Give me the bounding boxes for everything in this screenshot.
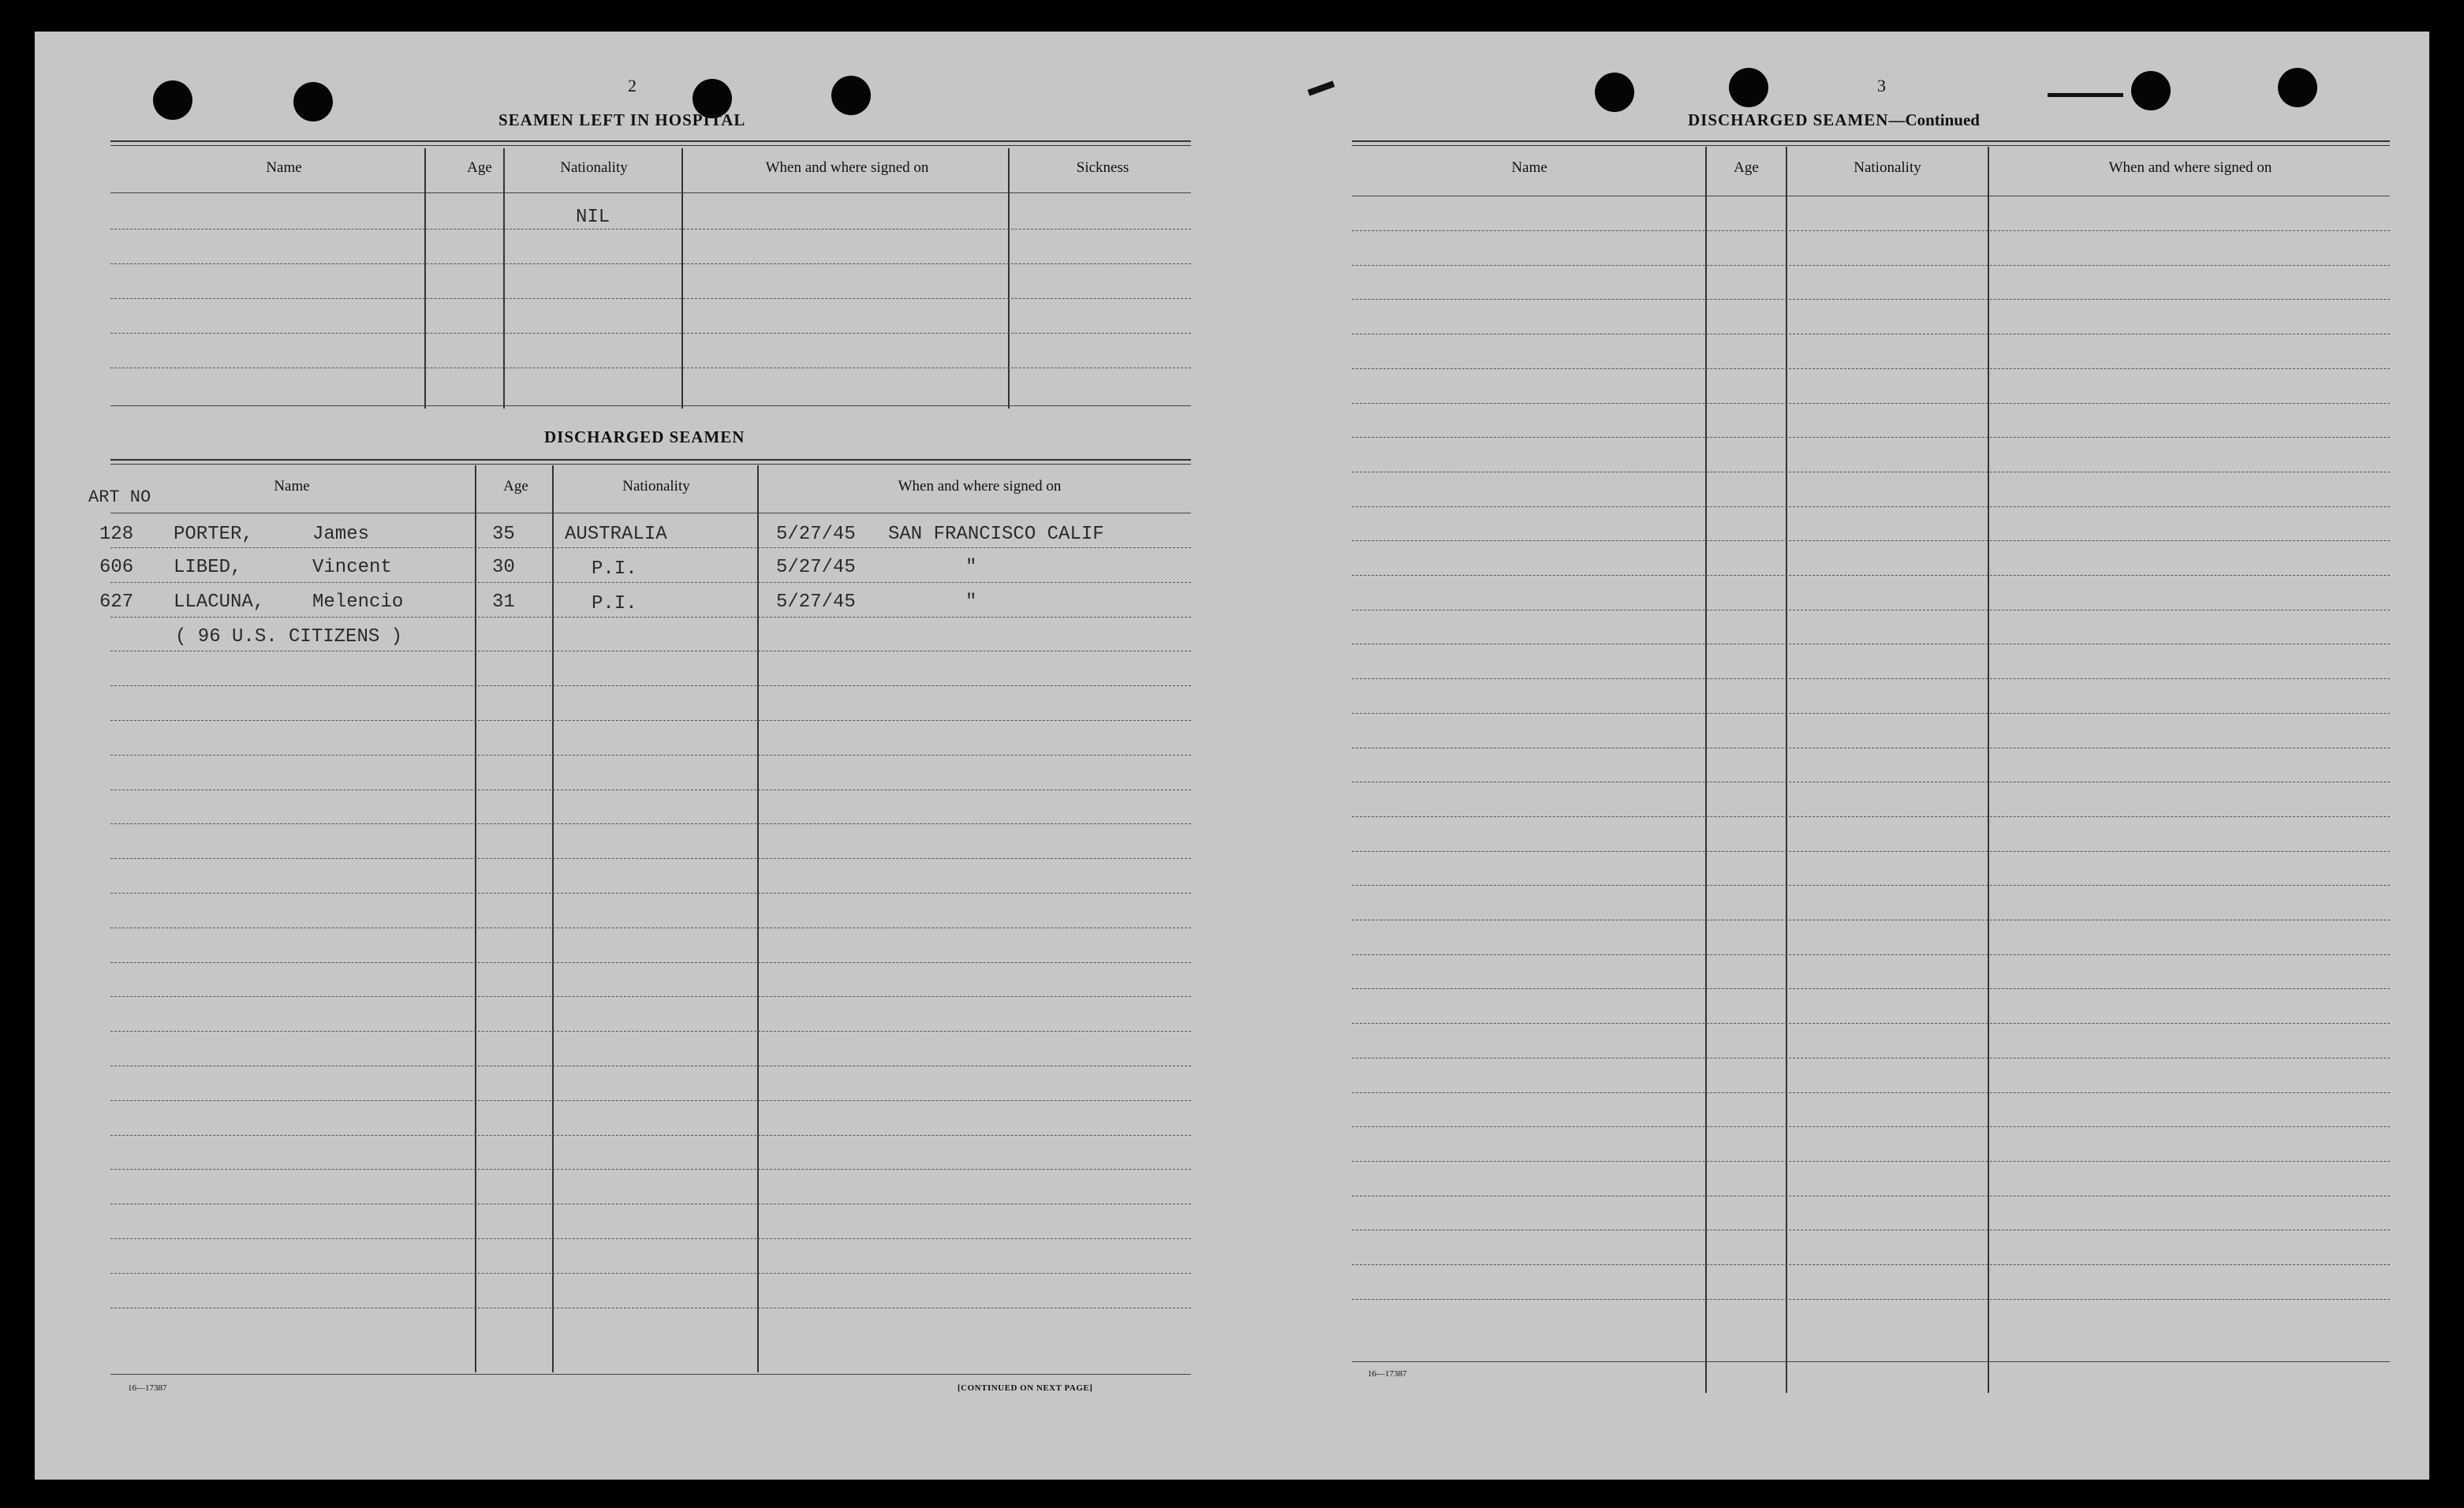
- column-header-sickness: Sickness: [1076, 159, 1129, 176]
- page-number: 2: [628, 76, 637, 95]
- column-divider: [475, 465, 476, 1372]
- signed-on-date: 5/27/45: [776, 524, 856, 545]
- ruled-line: [1352, 230, 2390, 231]
- column-header-age: Age: [1734, 159, 1759, 176]
- ruled-line: [1352, 1161, 2390, 1162]
- ruled-line: [1352, 988, 2390, 989]
- form-number: 16—17387: [128, 1383, 167, 1393]
- ruled-line: [110, 617, 1191, 618]
- seaman-surname: LLACUNA,: [174, 592, 265, 613]
- ruled-line: [110, 298, 1191, 299]
- ruled-line: [1352, 1264, 2390, 1265]
- hospital-entry: NIL: [576, 207, 610, 228]
- art-number: 606: [99, 557, 134, 578]
- column-header-nationality: Nationality: [1854, 159, 1921, 176]
- ruled-line: [1352, 1023, 2390, 1024]
- punch-hole: [1595, 73, 1634, 112]
- art-no-label: ART NO: [88, 487, 151, 507]
- ruled-line: [1352, 540, 2390, 541]
- ruled-line: [1352, 403, 2390, 404]
- ruled-line: [110, 1031, 1191, 1032]
- column-header-nationality: Nationality: [560, 159, 628, 176]
- table-bottom-rule: [110, 405, 1191, 406]
- ruled-line: [110, 547, 1191, 548]
- signed-on-place: SAN FRANCISCO CALIF: [888, 524, 1104, 545]
- column-header-signed-on: When and where signed on: [2108, 159, 2272, 176]
- seaman-age: 30: [492, 557, 515, 578]
- section-title-hospital: SEAMEN LEFT IN HOSPITAL: [498, 110, 746, 129]
- column-header-age: Age: [503, 478, 528, 495]
- seaman-given-name: Vincent: [312, 557, 392, 578]
- signed-on-date: 5/27/45: [776, 557, 856, 578]
- ruled-line: [110, 1273, 1191, 1274]
- ruled-line: [1352, 506, 2390, 507]
- column-header-name: Name: [274, 478, 310, 495]
- ink-mark: [2048, 93, 2123, 97]
- ruled-line: [1352, 885, 2390, 886]
- column-header-age: Age: [467, 159, 492, 176]
- column-header-name: Name: [266, 159, 302, 176]
- ruled-line: [110, 1100, 1191, 1101]
- form-number: 16—17387: [1368, 1369, 1407, 1379]
- column-divider: [424, 148, 426, 409]
- table-top-rule: [1352, 140, 2390, 146]
- document-scan: [35, 32, 2429, 1480]
- punch-hole: [831, 76, 871, 115]
- signed-on-date: 5/27/45: [776, 592, 856, 613]
- section-title-discharged-continued: [1688, 110, 1980, 130]
- title-suffix: —Continued: [1888, 110, 1980, 129]
- ruled-line: [110, 229, 1191, 230]
- seaman-given-name: James: [312, 524, 370, 545]
- column-divider: [1008, 148, 1010, 409]
- column-divider: [757, 465, 759, 1372]
- ruled-line: [110, 263, 1191, 264]
- ruled-line: [1352, 678, 2390, 679]
- column-divider: [503, 148, 505, 409]
- ruled-line: [110, 720, 1191, 721]
- punch-hole: [2131, 71, 2171, 110]
- ruled-line: [110, 1238, 1191, 1239]
- ruled-line: [1352, 368, 2390, 369]
- ruled-line: [110, 685, 1191, 686]
- punch-hole: [2278, 68, 2317, 107]
- ruled-line: [1352, 265, 2390, 266]
- ruled-line: [110, 333, 1191, 334]
- ruled-line: [110, 893, 1191, 894]
- ruled-line: [1352, 437, 2390, 438]
- page-number: 3: [1877, 76, 1886, 95]
- art-number: 128: [99, 524, 134, 545]
- signed-on-place: ": [965, 557, 977, 578]
- ruled-line: [1352, 1126, 2390, 1127]
- seaman-surname: PORTER,: [174, 524, 253, 545]
- column-header-name: Name: [1511, 159, 1547, 176]
- punch-hole: [293, 82, 333, 121]
- ruled-line: [1352, 954, 2390, 955]
- seaman-nationality: AUSTRALIA: [565, 524, 667, 545]
- column-divider: [552, 465, 554, 1372]
- ruled-line: [1352, 816, 2390, 817]
- title-text: DISCHARGED SEAMEN: [1688, 110, 1889, 129]
- table-bottom-rule: [1352, 1361, 2390, 1362]
- seaman-surname: LIBED,: [174, 557, 242, 578]
- table-bottom-rule: [110, 1374, 1191, 1375]
- citizens-note: ( 96 U.S. CITIZENS ): [175, 626, 403, 648]
- seaman-nationality: P.I.: [592, 593, 637, 614]
- ruled-line: [1352, 851, 2390, 852]
- ruled-line: [110, 962, 1191, 963]
- punch-hole: [1729, 68, 1768, 107]
- column-divider: [681, 148, 683, 409]
- table-top-rule: [110, 459, 1191, 465]
- ruled-line: [110, 789, 1191, 790]
- ruled-line: [110, 823, 1191, 824]
- section-title-discharged: DISCHARGED SEAMEN: [544, 427, 745, 446]
- ruled-line: [110, 1135, 1191, 1136]
- header-rule: [110, 192, 1191, 193]
- seaman-age: 35: [492, 524, 515, 545]
- ruled-line: [1352, 1299, 2390, 1300]
- column-header-signed-on: When and where signed on: [898, 478, 1062, 495]
- ruled-line: [1352, 713, 2390, 714]
- punch-hole: [153, 80, 192, 120]
- seaman-given-name: Melencio: [312, 592, 404, 613]
- ruled-line: [110, 1169, 1191, 1170]
- ruled-line: [1352, 299, 2390, 300]
- ink-mark: [1308, 80, 1335, 95]
- ruled-line: [110, 755, 1191, 756]
- signed-on-place: ": [965, 592, 977, 613]
- column-header-nationality: Nationality: [622, 478, 690, 495]
- column-header-signed-on: When and where signed on: [765, 159, 929, 176]
- art-number: 627: [99, 592, 134, 613]
- table-top-rule: [110, 140, 1191, 146]
- ruled-line: [1352, 575, 2390, 576]
- seaman-age: 31: [492, 592, 515, 613]
- seaman-nationality: P.I.: [592, 558, 637, 580]
- ruled-line: [110, 858, 1191, 859]
- ruled-line: [110, 582, 1191, 583]
- ruled-line: [1352, 1092, 2390, 1093]
- continued-note: [CONTINUED ON NEXT PAGE]: [958, 1383, 1093, 1393]
- ruled-line: [110, 996, 1191, 997]
